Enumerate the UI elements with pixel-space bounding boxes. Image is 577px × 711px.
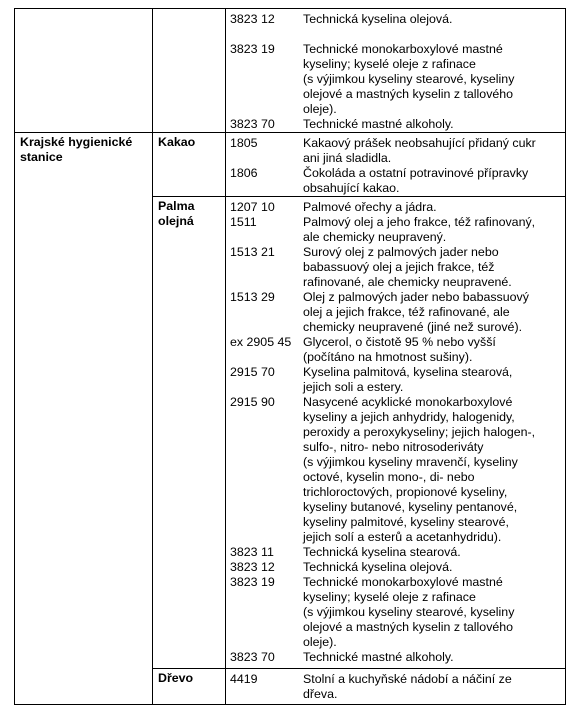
regulation-table	[14, 8, 566, 705]
commodity-description: Technická kyselina stearová.	[303, 545, 461, 559]
commodity-description: Kakaový prášek neobsahující přidaný cukr ani jiná sladidla.	[303, 136, 536, 165]
commodity-description: Technické mastné alkoholy.	[303, 117, 454, 131]
list-item	[230, 560, 561, 575]
commodity-description: Olej z palmových jader nebo babassuový olej a jejich frakce, též rafinované, ale chemicky neupravené (jiné než surové).	[303, 290, 529, 334]
commodity-code: 3823 70	[230, 650, 275, 664]
list-item	[230, 650, 561, 665]
commodity-description: Nasycené acyklické monokarboxylové kyseliny a jejich anhydridy, halogenidy, peroxidy a peroxykyseliny; jejich halogen-, sulfo-, nitro- nebo nitrosoderiváty (s výjimkou kyseliny mravenčí, kyseliny octové, kyselin mono-, di- nebo trichloroctových, propionové kyseliny, kyseliny butanové, kyseliny pentanové, kyseliny palmitové, kyseliny stearové, jejich solí a esterů a acetanhydridu).	[303, 395, 536, 544]
list-item	[230, 545, 561, 560]
commodity-description: Technické mastné alkoholy.	[303, 650, 454, 664]
list-item	[230, 290, 561, 335]
list-item	[230, 12, 561, 27]
table-row	[15, 9, 566, 133]
spacer	[230, 27, 561, 42]
commodity-code: 1511	[230, 215, 257, 229]
commodity-description: Palmový olej a jeho frakce, též rafinovaný, ale chemicky neupravený.	[303, 215, 536, 244]
product-cell: Kakao	[153, 133, 226, 197]
commodity-code: 1806	[230, 166, 258, 180]
list-item	[230, 245, 561, 290]
product-cell	[153, 9, 226, 133]
commodity-code: 3823 12	[230, 12, 275, 26]
authority-cell	[15, 9, 153, 133]
table-row	[15, 133, 566, 197]
commodity-description: Technické monokarboxylové mastné kyseliny; kyselé oleje z rafinace (s výjimkou kyseliny stearové, kyseliny olejové a mastných kyselin z tallového oleje).	[303, 575, 515, 649]
commodity-description: Technická kyselina olejová.	[303, 12, 453, 26]
commodity-code: ex 2905 45	[230, 335, 292, 349]
items-cell	[226, 669, 566, 705]
list-item	[230, 166, 561, 196]
commodity-description: Stolní a kuchyňské nádobí a náčiní ze dřeva.	[303, 672, 512, 701]
commodity-description: Technická kyselina olejová.	[303, 560, 453, 574]
list-item	[230, 575, 561, 650]
list-item	[230, 136, 561, 166]
items-cell	[226, 197, 566, 669]
commodity-code: 2915 70	[230, 365, 275, 379]
commodity-code: 1207 10	[230, 200, 275, 214]
commodity-description: Glycerol, o čistotě 95 % nebo vyšší (počítáno na hmotnost sušiny).	[303, 335, 496, 364]
commodity-description: Palmové ořechy a jádra.	[303, 200, 437, 214]
list-item	[230, 672, 561, 702]
commodity-description: Surový olej z palmových jader nebo babassuový olej a jejich frakce, též rafinované, ale chemicky neupravené.	[303, 245, 512, 289]
authority-cell: Krajské hygienické stanice	[15, 133, 153, 705]
list-item	[230, 42, 561, 117]
commodity-code: 1513 21	[230, 245, 275, 259]
list-item	[230, 200, 561, 215]
commodity-code: 4419	[230, 672, 258, 686]
list-item	[230, 365, 561, 395]
commodity-description: Technické monokarboxylové mastné kyseliny; kyselé oleje z rafinace (s výjimkou kyseliny stearové, kyseliny olejové a mastných kyselin z tallového oleje).	[303, 42, 515, 116]
commodity-code: 3823 11	[230, 545, 274, 559]
commodity-code: 3823 70	[230, 117, 275, 131]
commodity-code: 1513 29	[230, 290, 275, 304]
list-item	[230, 117, 561, 132]
list-item	[230, 395, 561, 545]
product-cell: Dřevo	[153, 669, 226, 705]
list-item	[230, 335, 561, 365]
product-cell: Palma olejná	[153, 197, 226, 669]
commodity-code: 2915 90	[230, 395, 275, 409]
items-cell	[226, 133, 566, 197]
commodity-code: 3823 19	[230, 42, 275, 56]
commodity-description: Čokoláda a ostatní potravinové přípravky obsahující kakao.	[303, 166, 529, 195]
items-cell	[226, 9, 566, 133]
commodity-description: Kyselina palmitová, kyselina stearová, jejich soli a estery.	[303, 365, 513, 394]
list-item	[230, 215, 561, 245]
commodity-code: 3823 12	[230, 560, 275, 574]
commodity-code: 3823 19	[230, 575, 275, 589]
commodity-code: 1805	[230, 136, 258, 150]
